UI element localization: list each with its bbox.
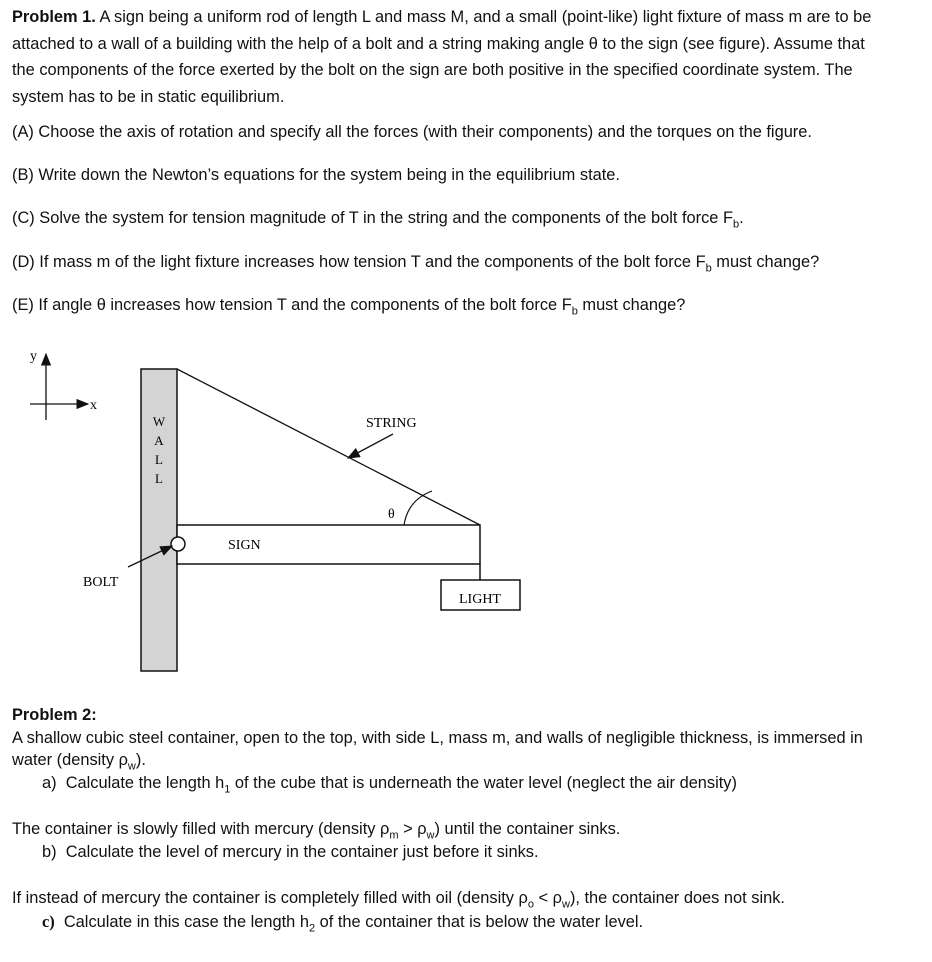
string-label: STRING <box>366 416 417 431</box>
string <box>177 369 480 525</box>
question-a: (A) Choose the axis of rotation and specify all the forces (with their components) and the torques on the figure. <box>12 123 812 141</box>
sign-rod <box>177 525 480 564</box>
problem2-oil-text: If instead of mercury the container is completely filled with oil (density $\rho_o < \rho_w$), the container does not sink. <box>12 889 785 911</box>
problem2-intro-line2: water (density $\rho_w$). <box>12 751 146 773</box>
light-label: LIGHT <box>459 592 501 607</box>
svg-text:L: L <box>155 471 163 486</box>
problem2-part-b: b) Calculate the level of mercury in the container just before it sinks. <box>42 843 539 861</box>
sign-figure <box>0 340 932 680</box>
x-axis-label: x <box>90 398 97 413</box>
coordinate-axes <box>30 349 97 420</box>
svg-text:L: L <box>155 452 163 467</box>
problem2-mercury-text: The container is slowly filled with mercury (density $\rho_m > \rho_w$) until the container sinks. <box>12 820 621 842</box>
y-axis-label: y <box>30 349 37 364</box>
problem2-title: Problem 2: <box>12 706 97 724</box>
svg-text:W: W <box>152 414 166 429</box>
question-e: (E) If angle θ increases how tension T and the components of the bolt force $F_b$ must change? <box>12 296 686 318</box>
theta-label: θ <box>388 507 395 522</box>
question-d: (D) If mass m of the light fixture increases how tension T and the components of the bolt force $F_b$ must change? <box>12 253 820 275</box>
problem2-part-c: c) Calculate in this case the length $h_2$ of the container that is below the water level. <box>42 912 644 935</box>
svg-text:A: A <box>154 433 164 448</box>
question-c: (C) Solve the system for tension magnitude of T in the string and the components of the bolt force $F_b$. <box>12 209 744 231</box>
problem2-part-a: a) Calculate the length $h_1$ of the cube that is underneath the water level (neglect the air density) <box>42 774 737 796</box>
bolt-label: BOLT <box>83 575 119 590</box>
sign-label: SIGN <box>228 538 261 553</box>
bolt <box>171 537 185 551</box>
problem1-intro: Problem 1. A sign being a uniform rod of length L and mass M, and a small (point-like) light fixture of mass m are to be attached to a wall of a building with the help of a bolt and a string making angle θ to the sign (see figure). Assume that the components of the force exerted by the bolt on the sign are both positive in the specified coordinate system. The system has to be in static equilibrium. <box>12 8 872 106</box>
problem1-title: Problem 1. <box>12 8 96 26</box>
question-b: (B) Write down the Newton’s equations for the system being in the equilibrium state. <box>12 166 620 184</box>
problem2-intro-line1: A shallow cubic steel container, open to the top, with side L, mass m, and walls of negligible thickness, is immersed in <box>12 729 863 747</box>
